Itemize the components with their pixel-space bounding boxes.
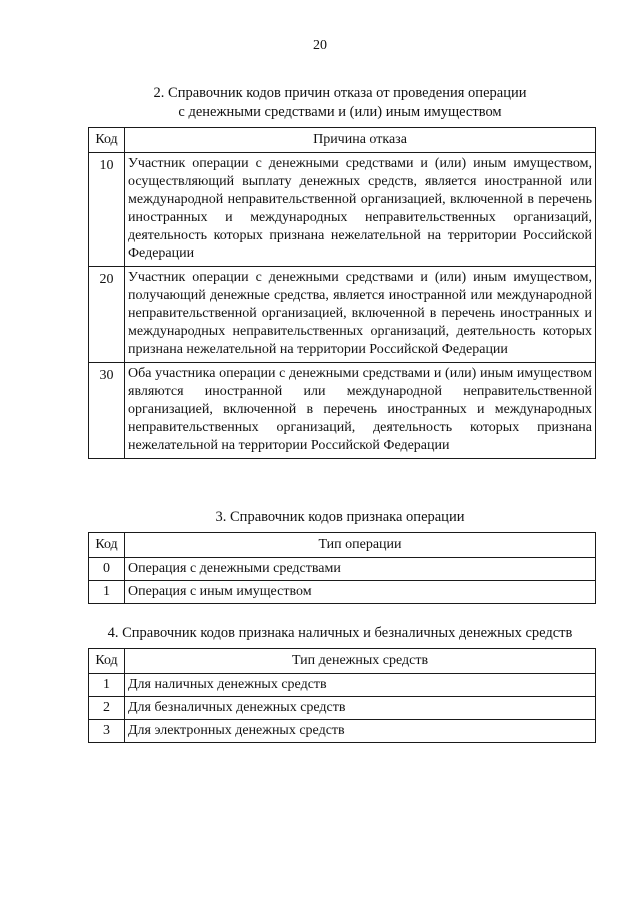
code-column-header: Код xyxy=(89,533,125,558)
table-row xyxy=(89,267,596,363)
table-row xyxy=(89,363,596,459)
code-cell: 30 xyxy=(89,363,125,459)
type-cell: Для безналичных денежных средств xyxy=(125,697,596,720)
type-cell: Для электронных денежных средств xyxy=(125,720,596,743)
reason-column-header: Причина отказа xyxy=(125,128,596,153)
refusal-reasons-table xyxy=(88,127,596,459)
code-cell: 1 xyxy=(89,674,125,697)
section-4-title: 4. Справочник кодов признака наличных и безналичных денежных средств xyxy=(107,625,573,641)
section-2-title-line-1: 2. Справочник кодов причин отказа от проведения операции xyxy=(153,85,527,101)
type-cell: Операция с денежными средствами xyxy=(125,558,596,581)
table-row xyxy=(89,153,596,267)
section-3-title: 3. Справочник кодов признака операции xyxy=(215,509,465,525)
table-row xyxy=(89,674,596,697)
type-cell: Для наличных денежных средств xyxy=(125,674,596,697)
type-cell: Операция с иным имуществом xyxy=(125,581,596,604)
code-column-header: Код xyxy=(89,649,125,674)
page-number: 20 xyxy=(313,38,327,53)
table-row xyxy=(89,558,596,581)
cash-type-table xyxy=(88,648,596,743)
reason-cell: Участник операции с денежными средствами и (или) иным имуществом, получающий денежные средства, является иностранной или международной неправительственной организацией, включенной в перечень иностранных и международных неправительственных организаций, деятельность которых признана нежелательной на территории Российской Федерации xyxy=(125,267,596,363)
table-row xyxy=(89,697,596,720)
table-header-row xyxy=(89,128,596,153)
operation-type-table xyxy=(88,532,596,604)
reason-cell: Участник операции с денежными средствами и (или) иным имуществом, осуществляющий выплату денежных средств, является иностранной или международной неправительственной организацией, включенной в перечень иностранных и международных неправительственных организаций, деятельность которых признана нежелательной на территории Российской Федерации xyxy=(125,153,596,267)
code-cell: 20 xyxy=(89,267,125,363)
code-cell: 3 xyxy=(89,720,125,743)
code-cell: 10 xyxy=(89,153,125,267)
table-header-row xyxy=(89,533,596,558)
type-column-header: Тип денежных средств xyxy=(125,649,596,674)
code-cell: 1 xyxy=(89,581,125,604)
table-header-row xyxy=(89,649,596,674)
reason-cell: Оба участника операции с денежными средствами и (или) иным имуществом являются иностранной или международной неправительственной организацией, включенной в перечень иностранных и международных неправительственных организаций, деятельность которых признана нежелательной на территории Российской Федерации xyxy=(125,363,596,459)
code-column-header: Код xyxy=(89,128,125,153)
table-row xyxy=(89,720,596,743)
table-row xyxy=(89,581,596,604)
code-cell: 2 xyxy=(89,697,125,720)
section-2-title-line-2: с денежными средствами и (или) иным имуществом xyxy=(178,104,502,120)
code-cell: 0 xyxy=(89,558,125,581)
section-2-title xyxy=(60,84,620,122)
type-column-header: Тип операции xyxy=(125,533,596,558)
